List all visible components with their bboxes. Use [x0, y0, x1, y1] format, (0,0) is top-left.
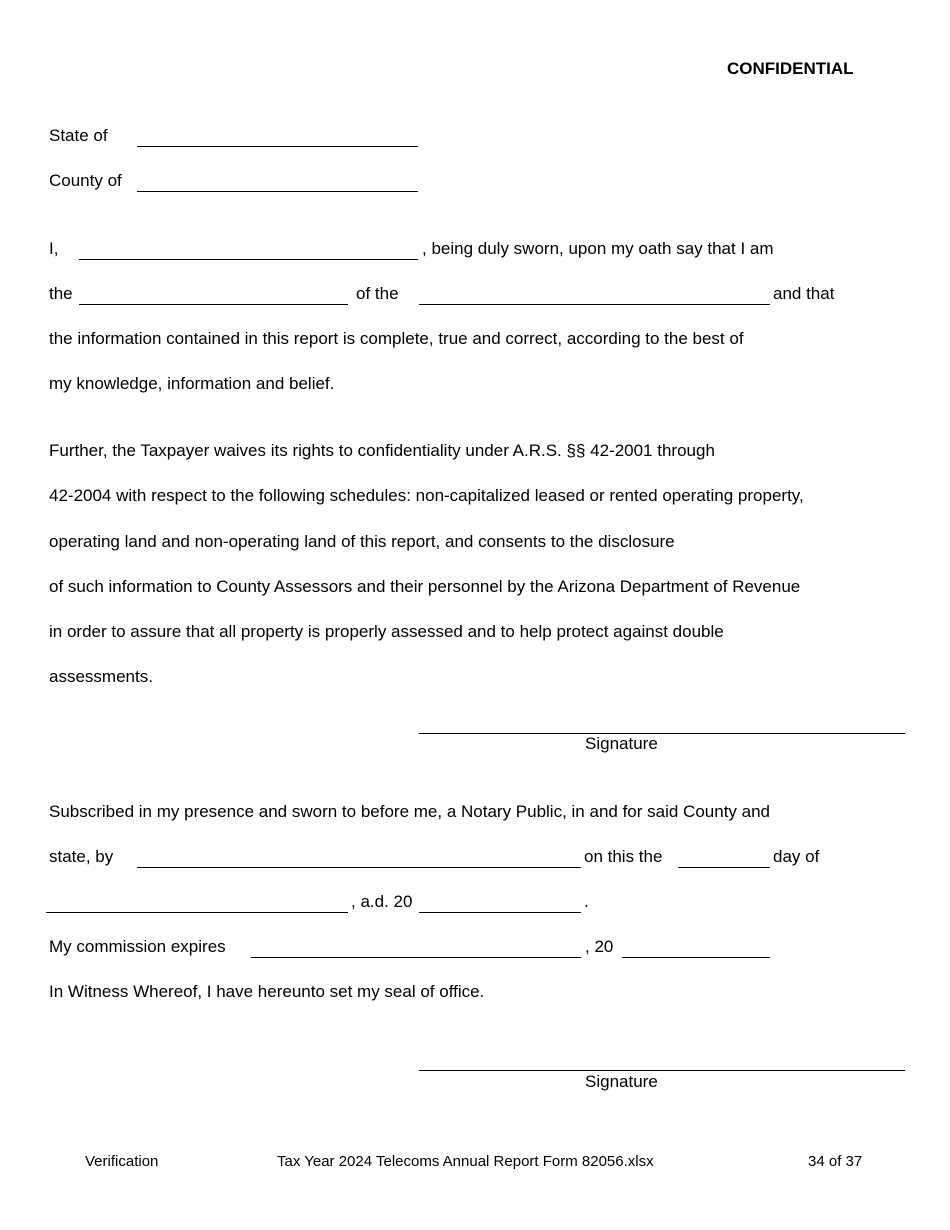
company-field[interactable]	[419, 304, 770, 305]
day-of-label: day of	[773, 847, 820, 866]
on-this-the-label: on this the	[584, 847, 663, 866]
oath-line-3: the information contained in this report is complete, true and correct, according to the best of	[49, 329, 744, 348]
signature-label: Signature	[585, 1072, 658, 1091]
witness-statement: In Witness Whereof, I have hereunto set my seal of office.	[49, 982, 485, 1001]
taxpayer-signature-line[interactable]	[419, 733, 905, 734]
waiver-line: assessments.	[49, 667, 153, 686]
and-that-label: and that	[773, 284, 835, 303]
notary-line-1: Subscribed in my presence and sworn to before me, a Notary Public, in and for said County and	[49, 802, 770, 821]
period-mark: .	[584, 892, 589, 911]
month-field[interactable]	[46, 912, 348, 913]
of-the-label: of the	[356, 284, 399, 303]
notary-signature-line[interactable]	[419, 1070, 905, 1071]
waiver-line: Further, the Taxpayer waives its rights to confidentiality under A.R.S. §§ 42-2001 through	[49, 441, 715, 460]
signature-label: Signature	[585, 734, 658, 753]
the-label: the	[49, 284, 73, 303]
being-sworn-text: , being duly sworn, upon my oath say that I am	[422, 239, 774, 258]
comma-20-label: , 20	[585, 937, 614, 956]
year-field[interactable]	[419, 912, 581, 913]
sworn-by-field[interactable]	[137, 867, 581, 868]
oath-line-4: my knowledge, information and belief.	[49, 374, 335, 393]
commission-expiry-year-field[interactable]	[622, 957, 770, 958]
confidential-label: CONFIDENTIAL	[727, 59, 854, 78]
ad-20-label: , a.d. 20	[351, 892, 413, 911]
county-field[interactable]	[137, 191, 418, 192]
i-label: I,	[49, 239, 59, 258]
footer-section-label: Verification	[85, 1153, 159, 1170]
waiver-line: operating land and non-operating land of this report, and consents to the disclosure	[49, 532, 675, 551]
waiver-line: in order to assure that all property is properly assessed and to help protect against double	[49, 622, 724, 641]
state-field[interactable]	[137, 146, 418, 147]
day-field[interactable]	[678, 867, 770, 868]
state-label: State of	[49, 126, 108, 145]
affiant-name-field[interactable]	[79, 259, 418, 260]
title-field[interactable]	[79, 304, 348, 305]
county-label: County of	[49, 171, 122, 190]
waiver-line: 42-2004 with respect to the following schedules: non-capitalized leased or rented operating property,	[49, 486, 804, 505]
waiver-line: of such information to County Assessors and their personnel by the Arizona Department of Revenue	[49, 577, 801, 596]
footer-page-number: 34 of 37	[808, 1153, 863, 1170]
commission-expires-label: My commission expires	[49, 937, 226, 956]
state-by-label: state, by	[49, 847, 114, 866]
commission-expiry-date-field[interactable]	[251, 957, 581, 958]
footer-filename: Tax Year 2024 Telecoms Annual Report Form 82056.xlsx	[277, 1153, 654, 1170]
